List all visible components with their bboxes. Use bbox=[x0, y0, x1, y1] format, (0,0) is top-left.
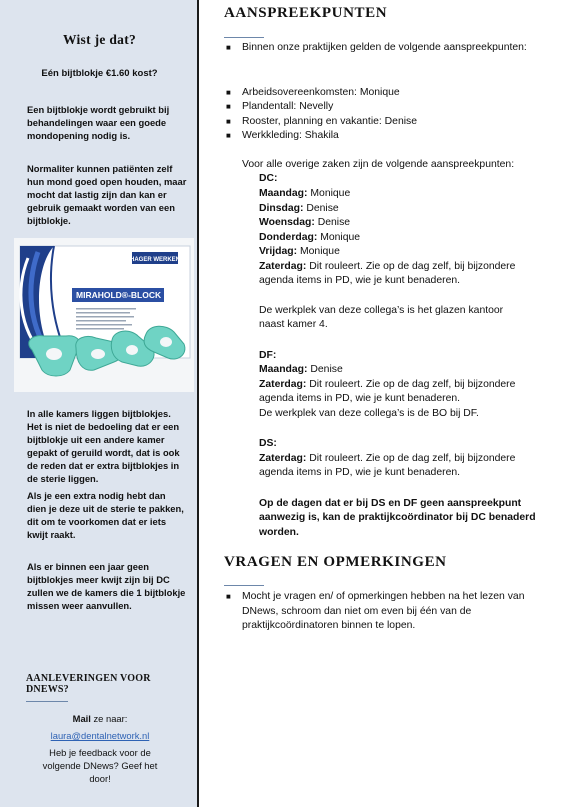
bullet-icon: ■ bbox=[226, 592, 231, 601]
fact-text-1 bbox=[27, 103, 187, 146]
paragraph: In alle kamers liggen bijtblokjes. Het is niet de bedoeling dat er een bijtblokje uit een andere kamer gepakt of geruild wordt, dat is ook de reden dat er extra bijtblokjes in de sterie liggen. bbox=[27, 408, 180, 484]
heading-line: AANLEVERINGEN VOOR bbox=[26, 673, 151, 684]
price-fact: Eén bijtblokje €1.60 kost? bbox=[41, 68, 158, 79]
fact-text-5 bbox=[27, 560, 187, 616]
bullet-icon: ■ bbox=[226, 43, 231, 52]
location-ds-label: DS: bbox=[259, 438, 277, 449]
contact-item: Plandentall: Nevelly bbox=[242, 101, 334, 112]
sidebar-title: Wist je dat? bbox=[62, 32, 137, 47]
mirahold-block-box-image bbox=[14, 238, 194, 392]
location-dc-label: DC: bbox=[259, 173, 278, 184]
product-photo bbox=[14, 238, 194, 392]
mail-instruction bbox=[12, 712, 188, 725]
mail-label: Mail bbox=[72, 713, 91, 724]
schedule-row: Woensdag: Denise bbox=[259, 217, 351, 228]
bullet-icon: ■ bbox=[226, 117, 231, 126]
workplace-note: De werkplek van deze collega’s is het glazen kantoor bbox=[259, 305, 504, 316]
coordinator-note: aanwezig is, kan de praktijkcoördinator bij DC benaderd bbox=[259, 512, 536, 523]
schedule-row-cont: agenda items in PD, wie je kunt benaderen. bbox=[259, 467, 461, 478]
paragraph: Als je een extra nodig hebt dan dien je deze uit de sterie te pakken, dit om te voorkomen dat er iets kwijt raakt. bbox=[27, 490, 184, 540]
contact-item: Arbeidsovereenkomsten: Monique bbox=[242, 87, 400, 98]
location-df-label: DF: bbox=[259, 350, 277, 361]
divider bbox=[224, 37, 264, 38]
schedule-row: Vrijdag: Monique bbox=[259, 246, 340, 257]
schedule-row-cont: agenda items in PD, wie je kunt benaderen. bbox=[259, 393, 461, 404]
mail-link-row bbox=[12, 729, 188, 742]
brand-text: HAGER WERKEN bbox=[129, 257, 181, 263]
fact-text-2 bbox=[27, 162, 187, 231]
divider bbox=[26, 701, 68, 702]
bullet-icon: ■ bbox=[226, 88, 231, 97]
mail-text: ze naar: bbox=[90, 713, 128, 724]
bullet-icon: ■ bbox=[226, 102, 231, 111]
schedule-row: Maandag: Denise bbox=[259, 364, 343, 375]
paragraph: Normaliter kunnen patiënten zelf hun mond goed open houden, maar mocht dat lastig zijn dan kan er gebruik gemaakt worden van een bijtblokje. bbox=[27, 163, 187, 226]
coordinator-note: Op de dagen dat er bij DS en DF geen aanspreekpunt bbox=[259, 498, 522, 509]
schedule-row-cont: agenda items in PD, wie je kunt benaderen. bbox=[259, 275, 461, 286]
workplace-note: naast kamer 4. bbox=[259, 319, 328, 330]
other-contacts-intro: Voor alle overige zaken zijn de volgende aanspreekpunten: bbox=[242, 159, 515, 170]
product-name: MIRAHOLD®-BLOCK bbox=[76, 290, 162, 300]
questions-text: Mocht je vragen en/ of opmerkingen hebben na het lezen van DNews, schroom dan niet om even bij één van de praktijkcoördinatoren binnen te lopen. bbox=[242, 591, 525, 631]
email-link[interactable]: laura@dentalnetwork.nl bbox=[50, 730, 150, 741]
fact-text-3 bbox=[27, 407, 187, 545]
heading-questions: VRAGEN EN OPMERKINGEN bbox=[224, 554, 447, 570]
sidebar bbox=[0, 0, 199, 807]
heading-contacts: AANSPREEKPUNTEN bbox=[224, 5, 388, 21]
paragraph: Een bijtblokje wordt gebruikt bij behandelingen waar een goede mondopening nodig is. bbox=[27, 104, 170, 141]
schedule-row: Maandag: Monique bbox=[259, 188, 351, 199]
schedule-row: Donderdag: Monique bbox=[259, 232, 361, 243]
schedule-row: Zaterdag: Dit rouleert. Zie op de dag zelf, bij bijzondere bbox=[259, 379, 516, 390]
workplace-note: De werkplek van deze collega’s is de BO bij DF. bbox=[259, 408, 479, 419]
submissions-heading bbox=[26, 673, 186, 695]
coordinator-note: worden. bbox=[259, 527, 299, 538]
contact-item: Werkkleding: Shakila bbox=[242, 130, 339, 141]
divider bbox=[224, 585, 264, 586]
paragraph: Als er binnen een jaar geen bijtblokjes meer kwijt zijn bij DC zullen we de kamers die 1 bijtblokje missen weer aanvullen. bbox=[27, 561, 186, 611]
contact-item: Rooster, planning en vakantie: Denise bbox=[242, 116, 418, 127]
contacts-intro: Binnen onze praktijken gelden de volgende aanspreekpunten: bbox=[242, 42, 527, 53]
bullet-icon: ■ bbox=[226, 131, 231, 140]
schedule-row: Zaterdag: Dit rouleert. Zie op de dag zelf, bij bijzondere bbox=[259, 453, 516, 464]
schedule-row: Zaterdag: Dit rouleert. Zie op de dag zelf, bij bijzondere bbox=[259, 261, 516, 272]
schedule-row: Dinsdag: Denise bbox=[259, 203, 339, 214]
feedback-text: Heb je feedback voor de volgende DNews? Geef het door! bbox=[42, 747, 158, 784]
heading-line: DNEWS? bbox=[26, 684, 69, 695]
